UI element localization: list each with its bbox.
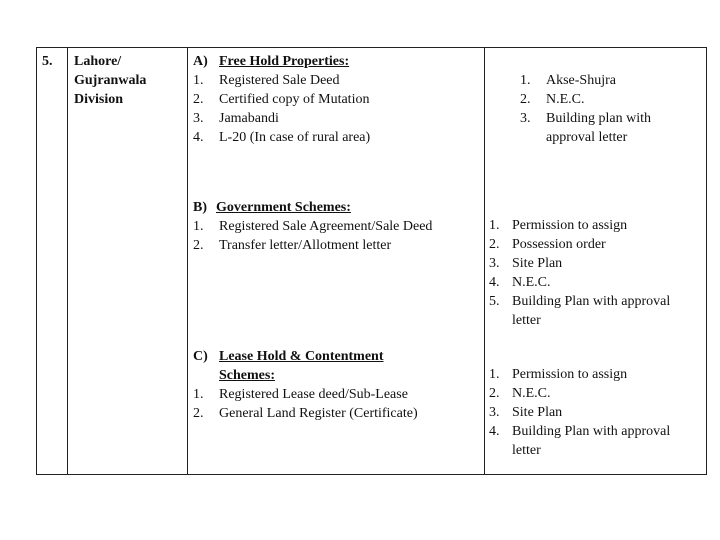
list-item: 1. Permission to assign — [489, 218, 628, 233]
list-item: 3. Site Plan — [489, 256, 563, 271]
list-item: 2. Transfer letter/Allotment letter — [193, 238, 392, 253]
list-item-continued: letter — [512, 443, 541, 458]
list-item: 1. Permission to assign — [489, 367, 628, 382]
section-c-documents — [193, 347, 418, 423]
section-a-documents — [193, 52, 370, 147]
region-line: Lahore/ — [74, 54, 122, 69]
list-item: 5. Building Plan with approval — [489, 294, 671, 309]
list-item: 4. Building Plan with approval — [489, 424, 671, 439]
list-item: 1. Akse-Shujra — [520, 73, 616, 88]
list-item: 1. Registered Lease deed/Sub-Lease — [193, 387, 408, 402]
section-title: Lease Hold & Contentment — [219, 349, 384, 364]
section-label: A) — [193, 54, 208, 69]
row-number: 5. — [42, 54, 53, 69]
section-c-requirements — [489, 365, 670, 460]
column-divider — [67, 47, 68, 475]
list-item: 2. N.E.C. — [520, 92, 585, 107]
section-title-continued: Schemes: — [219, 368, 275, 383]
list-item-continued: letter — [512, 313, 541, 328]
section-label: B) — [193, 200, 207, 215]
list-item: 3. Site Plan — [489, 405, 563, 420]
column-divider — [484, 47, 485, 475]
column-divider — [187, 47, 188, 475]
list-item: 2. N.E.C. — [489, 386, 551, 401]
list-item: 2. Certified copy of Mutation — [193, 92, 370, 107]
list-item: 4. N.E.C. — [489, 275, 551, 290]
list-item: 1. Registered Sale Deed — [193, 73, 340, 88]
region-line: Gujranwala — [74, 73, 147, 88]
section-a-requirements — [520, 71, 651, 147]
list-item: 2. Possession order — [489, 237, 606, 252]
list-item: 3. Building plan with — [520, 111, 651, 126]
list-item: 2. General Land Register (Certificate) — [193, 406, 418, 421]
list-item: 1. Registered Sale Agreement/Sale Deed — [193, 219, 433, 234]
section-b-requirements — [489, 216, 670, 330]
section-title: Free Hold Properties: — [219, 54, 350, 69]
list-item: 4. L-20 (In case of rural area) — [193, 130, 371, 145]
section-title: Government Schemes: — [216, 200, 351, 215]
list-item-continued: approval letter — [546, 130, 628, 145]
list-item: 3. Jamabandi — [193, 111, 279, 126]
section-b-documents — [193, 198, 432, 255]
region-line: Division — [74, 92, 124, 107]
region-cell — [74, 52, 146, 109]
section-label: C) — [193, 349, 208, 364]
